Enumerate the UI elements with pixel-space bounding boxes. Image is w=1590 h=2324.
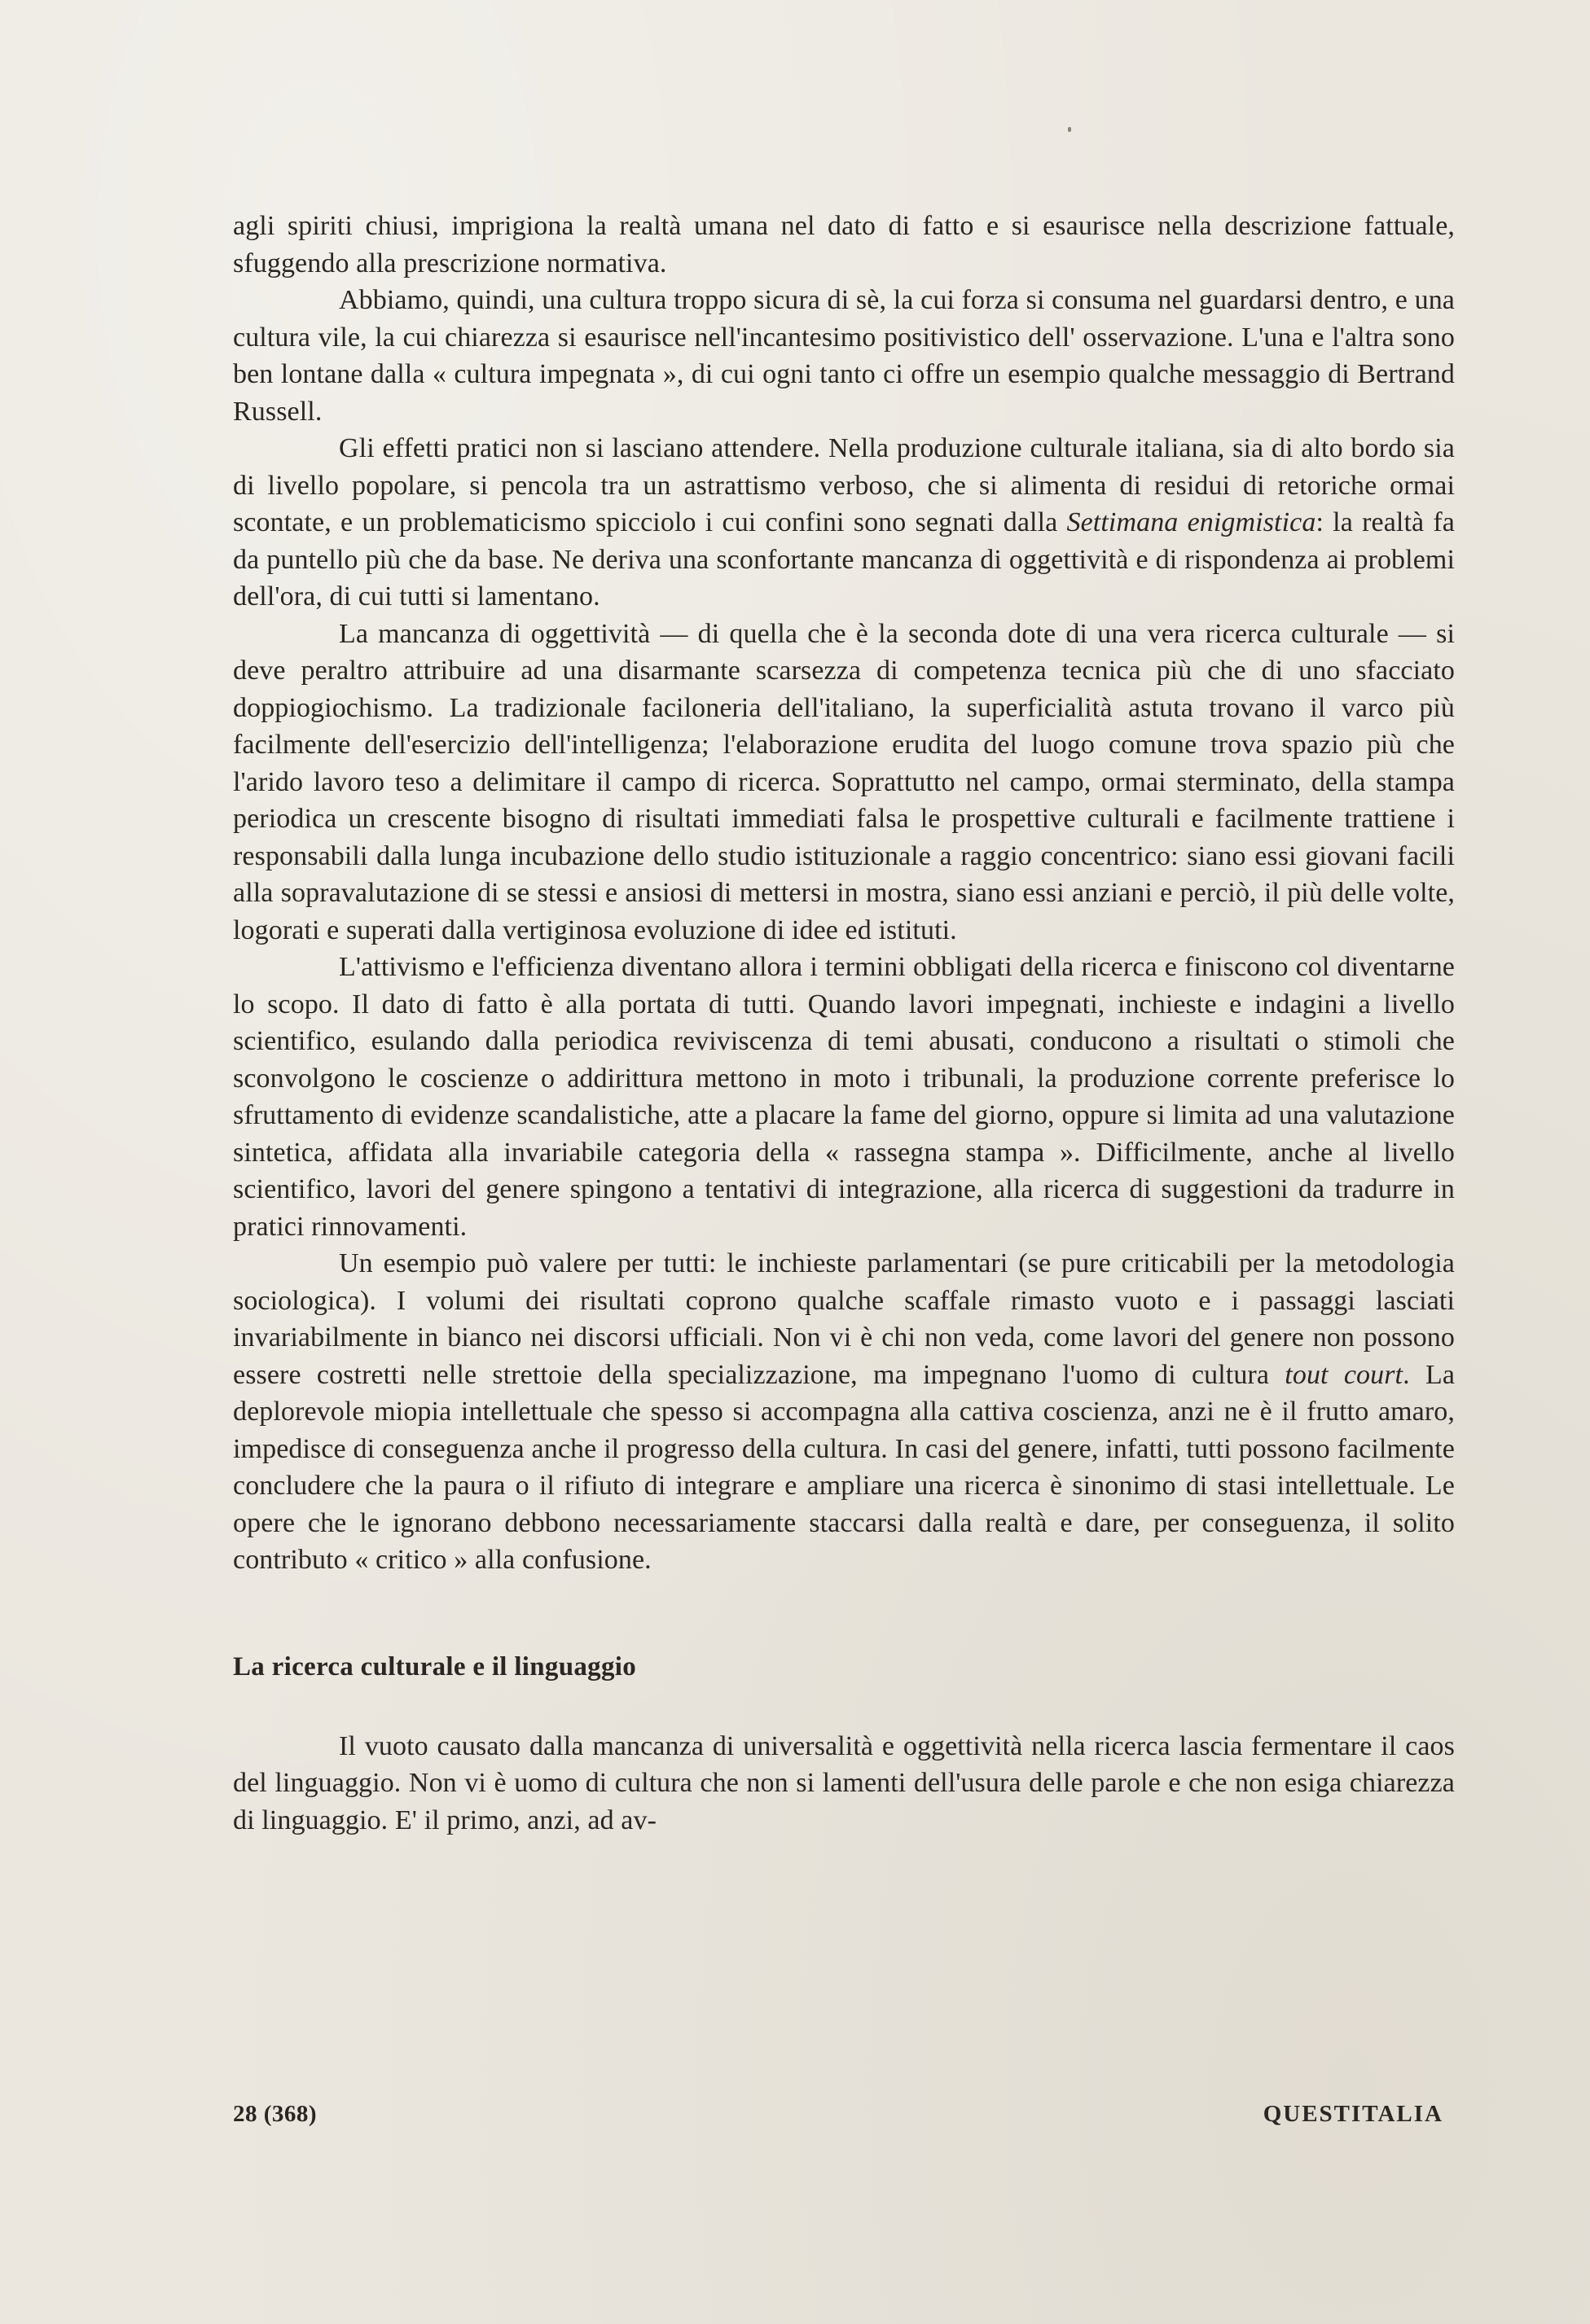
paragraph-1: agli spiriti chiusi, imprigiona la realtà umana nel dato di fatto e si esaurisce nella descrizione fattuale, sfuggendo alla prescrizione normativa. (233, 211, 1455, 278)
paragraph-3-text-a: Gli effetti pratici non si lasciano attendere. Nella produzione culturale italiana, sia di alto bordo sia di livello popolare, si pencola tra un astrattismo verboso, che si alimenta di residui di retoriche ormai scontate, e un problematicismo spicciolo i cui confini sono segnati dalla (233, 433, 1455, 537)
page-number: 28 (368) (233, 2101, 318, 2127)
paragraph-4: La mancanza di oggettività — di quella che è la seconda dote di una vera ricerca culturale — si deve peraltro attribuire ad una disarmante scarsezza di competenza tecnica più che di uno sfacciato doppiogiochismo. La tradizionale faciloneria dell'italiano, la superficialità astuta trovano il varco più facilmente dell'esercizio dell'intelligenza; l'elaborazione erudita del luogo comune trova spazio più che l'arido lavoro teso a delimitare il campo di ricerca. Soprattutto nel campo, ormai sterminato, della stampa periodica un crescente bisogno di risultati immediati falsa le prospettive culturali e facilmente trattiene i responsabili dalla lunga incubazione dello studio istituzionale a raggio concentrico: siano essi giovani facili alla sopravalutazione di se stessi e ansiosi di mettersi in mostra, siano essi anziani e perciò, il più delle volte, logorati e superati dalla vertiginosa evoluzione di idee ed istituti. (233, 618, 1455, 945)
section-heading: La ricerca culturale e il linguaggio (233, 1651, 637, 1682)
magazine-title-italic: Settimana enigmistica (1066, 507, 1316, 537)
paragraph-3-text-b: : la realtà fa da puntello più che da base. Ne deriva una sconfortante mancanza di oggettività e di rispondenza ai problemi dell'ora, di cui tutti si lamentano. (233, 507, 1455, 612)
paper-speck (1068, 127, 1071, 132)
paragraph-6-text-a: Un esempio può valere per tutti: le inchieste parlamentari (se pure criticabili per la metodologia sociologica). I volumi dei risultati coprono qualche scaffale rimasto vuoto e i passaggi lasciati invariabilmente in bianco nei discorsi ufficiali. Non vi è chi non veda, come lavori del genere non possono essere costretti nelle strettoie della specializzazione, ma impegnano l'uomo di cultura (233, 1248, 1455, 1390)
paragraph-3 (233, 430, 1455, 616)
paragraph-6 (233, 1245, 1455, 1579)
paragraph-2: Abbiamo, quindi, una cultura troppo sicura di sè, la cui forza si consuma nel guardarsi dentro, e una cultura vile, la cui chiarezza si esaurisce nell'incantesimo positivistico dell' osservazione. L'una e l'altra sono ben lontane dalla « cultura impegnata », di cui ogni tanto ci offre un esempio qualche messaggio di Bertrand Russell. (233, 285, 1455, 427)
article-body (233, 208, 1455, 1839)
heading-spacer (233, 1686, 1455, 1728)
section-spacer (233, 1579, 1455, 1649)
paragraph-6-text-b: . La deplorevole miopia intellettuale che spesso si accompagna alla cattiva coscienza, anzi ne è il frutto amaro, impedisce di conseguenza anche il progresso della cultura. In casi del genere, infatti, tutti possono facilmente concludere che la paura o il rifiuto di integrare e ampliare una ricerca è sinonimo di stasi intellettuale. Le opere che le ignorano debbono necessariamente staccarsi dalla realtà e dare, per conseguenza, il solito contributo « critico » alla confusione. (233, 1359, 1456, 1575)
publication-name: QUESTITALIA (1263, 2101, 1443, 2127)
paragraph-5: L'attivismo e l'efficienza diventano allora i termini obbligati della ricerca e finiscono col diventarne lo scopo. Il dato di fatto è alla portata di tutti. Quando lavori impegnati, inchieste e indagini a livello scientifico, esulando dalla periodica reviviscenza di temi abusati, conducono a risultati o stimoli che sconvolgono le coscienze o addirittura mettono in moto i tribunali, la produzione corrente preferisce lo sfruttamento di evidenze scandalistiche, atte a placare la fame del giorno, oppure si limita ad una valutazione sintetica, affidata alla invariabile categoria della « rassegna stampa ». Difficilmente, anche al livello scientifico, lavori del genere spingono a tentativi di integrazione, alla ricerca di suggestioni da tradurre in pratici rinnovamenti. (233, 952, 1455, 1242)
tout-court-italic: tout court (1285, 1359, 1403, 1390)
section-paragraph: Il vuoto causato dalla mancanza di universalità e oggettività nella ricerca lascia fermentare il caos del linguaggio. Non vi è uomo di cultura che non si lamenti dell'usura delle parole e che non esiga chiarezza di linguaggio. E' il primo, anzi, ad av- (233, 1730, 1455, 1835)
